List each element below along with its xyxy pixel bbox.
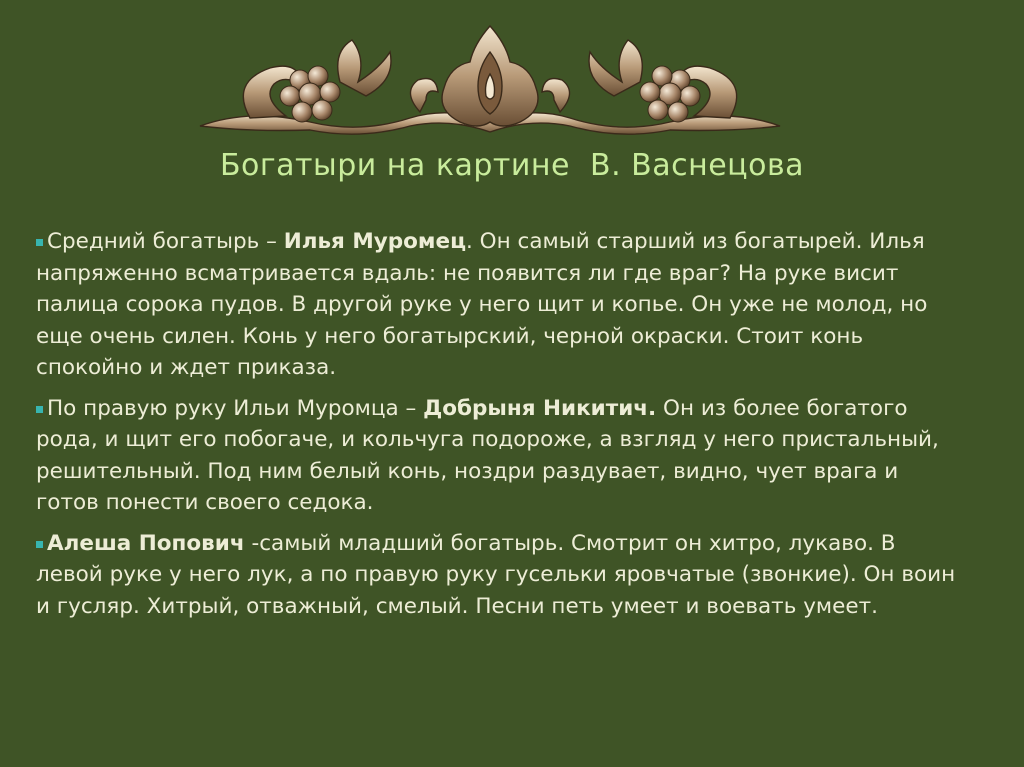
bullet-icon [36,239,43,246]
paragraph-alesha [36,528,966,623]
hero-name: Илья Муромец [283,229,467,254]
slide-content [36,226,966,631]
paragraph-text: . Он самый старший из богатырей. Илья напряженно всматривается вдаль: не появится ли где враг? На руке висит палица сорока пудов. В другой руке у него щит и копье. Он уже не молод, но еще очень силен. Конь у него богатырский, черной окраски. Стоит конь спокойно и ждет приказа. [36,229,928,380]
paragraph-ilya [36,226,966,384]
paragraph-text: -самый младший богатырь. Смотрит он хитро, лукаво. В левой руке у него лук, а по правую руку гусельки яровчатые (звонкие). Он воин и гусляр. Хитрый, отважный, смелый. Песни петь умеет и воевать умеет. [36,530,956,619]
bullet-icon [36,541,43,548]
paragraph-text: Средний богатырь – [47,229,284,254]
bullet-icon [36,406,43,413]
floral-ornament-icon [190,22,790,144]
paragraph-text: Он из более богатого рода, и щит его побогаче, и кольчуга подороже, а взгляд у него пристальный, решительный. Под ним белый конь, ноздри раздувает, видно, чует врага и готов понести своего седока. [36,395,939,515]
hero-name: Алеша Попович [47,530,245,556]
paragraph-text: По правую руку Ильи Муромца – [47,395,424,421]
slide-title: Богатыри на картине В. Васнецова [219,148,805,183]
paragraph-dobrynya [36,393,966,519]
hero-name: Добрыня Никитич. [423,395,657,421]
